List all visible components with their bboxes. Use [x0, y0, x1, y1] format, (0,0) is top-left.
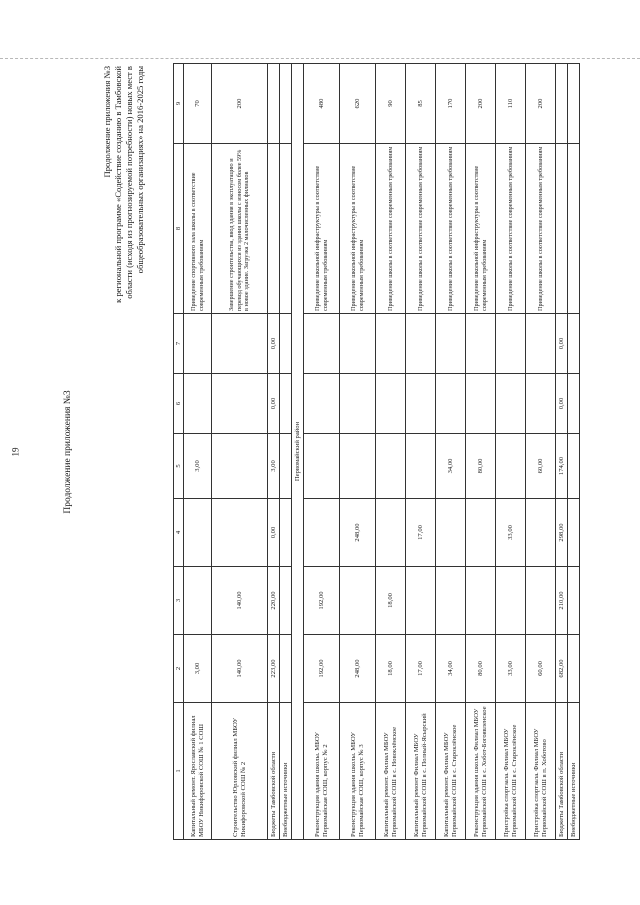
header-cell: 2: [174, 635, 184, 703]
header-cell: 5: [174, 434, 184, 499]
table-row: [268, 64, 280, 840]
funding-cell: 60,00: [526, 434, 556, 499]
funding-cell: [212, 499, 268, 567]
object-name-cell: Капитальный ремонт Филиал МБОУ Первомайской СОШ в с. Полный-Ясырский: [406, 703, 436, 840]
funding-cell: [340, 314, 376, 374]
result-description-cell: Приведение школы в соответствие современным требованиям: [526, 144, 556, 314]
new-places-cell: 480: [304, 64, 340, 144]
table-row: [304, 64, 340, 840]
district-name-cell: Первомайский район: [292, 64, 304, 840]
new-places-cell: 620: [340, 64, 376, 144]
new-places-cell: [568, 64, 580, 144]
new-places-cell: [268, 64, 280, 144]
result-description-cell: [556, 144, 568, 314]
funding-cell: [436, 567, 466, 635]
funding-cell: [406, 567, 436, 635]
table-row: [556, 64, 568, 840]
header-cell: 4: [174, 499, 184, 567]
new-places-cell: 200: [526, 64, 556, 144]
result-description-cell: Приведение школы в соответствие современным требованиям: [436, 144, 466, 314]
continuation-heading: Продолжение приложения №3: [63, 390, 73, 514]
table-row: [292, 64, 304, 840]
object-name-cell: Капитальный ремонт. Филиал МБОУ Первомайской СОШ в с. Новоклёнское: [376, 703, 406, 840]
new-places-cell: [556, 64, 568, 144]
funding-cell: 192,00: [304, 635, 340, 703]
table-row: [376, 64, 406, 840]
funding-cell: [568, 374, 580, 434]
result-description-cell: Приведение спортивного зала школы в соответствие современным требованиям: [184, 144, 212, 314]
funding-cell: 210,00: [556, 567, 568, 635]
funding-cell: [304, 499, 340, 567]
header-cell: 3: [174, 567, 184, 635]
funding-cell: [526, 374, 556, 434]
funding-cell: [212, 314, 268, 374]
page-number: 19: [10, 447, 21, 457]
table-row: [184, 64, 212, 840]
funding-cell: 0,00: [556, 314, 568, 374]
object-name-cell: Строительство Юрловский филиал МБОУ Никифоровской СОШ № 2: [212, 703, 268, 840]
funding-cell: 60,00: [526, 635, 556, 703]
table-row: [496, 64, 526, 840]
funding-cell: [406, 314, 436, 374]
funding-cell: 33,00: [496, 499, 526, 567]
new-places-cell: 200: [466, 64, 496, 144]
funding-cell: [568, 314, 580, 374]
funding-cell: [496, 567, 526, 635]
funding-cell: 298,00: [556, 499, 568, 567]
result-description-cell: [280, 144, 292, 314]
funding-cell: [466, 499, 496, 567]
funding-cell: [304, 314, 340, 374]
funding-cell: [184, 567, 212, 635]
funding-cell: [466, 567, 496, 635]
funding-cell: 223,00: [268, 635, 280, 703]
funding-cell: [376, 374, 406, 434]
funding-cell: [568, 434, 580, 499]
object-name-cell: Внебюджетные источники: [568, 703, 580, 840]
funding-cell: 3,00: [184, 635, 212, 703]
rotated-page-content: [55, 62, 585, 842]
funding-cell: [526, 499, 556, 567]
result-description-cell: Приведение школьной инфраструктуры в соответствие современным требованиям: [304, 144, 340, 314]
result-description-cell: Приведение школьной инфраструктуры в соответствие современным требованиям: [466, 144, 496, 314]
funding-cell: 0,00: [268, 374, 280, 434]
funding-cell: [406, 434, 436, 499]
result-description-cell: Завершение строительства, ввод здания в эксплуатацию и перевод обучающихся из здания школы с износом более 59% в новое здание. Загрузка 2 малочисленных филиалов: [212, 144, 268, 314]
appendix-line-1: Продолжение приложения №3: [102, 66, 112, 178]
table-row: [436, 64, 466, 840]
table-row: [568, 64, 580, 840]
funding-cell: [568, 567, 580, 635]
object-name-cell: Капитальный ремонт. Ярославский филиал МБОУ Никифоровской СОШ № 1 СОШ: [184, 703, 212, 840]
appendix-line-3: области (исходя из прогнозируемой потребности) новых мест в: [124, 66, 134, 299]
funding-cell: [568, 499, 580, 567]
funding-cell: 34,00: [436, 635, 466, 703]
funding-cell: [184, 314, 212, 374]
table-row: [526, 64, 556, 840]
program-table: [173, 63, 580, 840]
header-row: [174, 64, 184, 840]
result-description-cell: Приведение школы в соответствие современным требованиям: [406, 144, 436, 314]
funding-cell: [526, 567, 556, 635]
funding-cell: [466, 314, 496, 374]
new-places-cell: 85: [406, 64, 436, 144]
new-places-cell: 170: [436, 64, 466, 144]
header-cell: 7: [174, 314, 184, 374]
result-description-cell: [568, 144, 580, 314]
table-row: [406, 64, 436, 840]
funding-cell: [496, 434, 526, 499]
object-name-cell: Пристройка спортзала. Филиал МБОУ Первомайской СОШ в п. Хоботово: [526, 703, 556, 840]
result-description-cell: [268, 144, 280, 314]
object-name-cell: Пристройка спортзала. Филиал МБОУ Первомайской СОШ в с. Староклёнское: [496, 703, 526, 840]
funding-cell: [496, 314, 526, 374]
funding-cell: 682,00: [556, 635, 568, 703]
funding-cell: 3,00: [268, 434, 280, 499]
funding-cell: [304, 374, 340, 434]
header-cell: 9: [174, 64, 184, 144]
funding-cell: 220,00: [268, 567, 280, 635]
result-description-cell: Приведение школьной инфраструктуры в соответствие современным требованиям: [340, 144, 376, 314]
funding-cell: [304, 434, 340, 499]
header-cell: 8: [174, 144, 184, 314]
funding-cell: 17,00: [406, 499, 436, 567]
funding-cell: [436, 374, 466, 434]
table-row: [280, 64, 292, 840]
funding-cell: [280, 374, 292, 434]
funding-cell: [376, 314, 406, 374]
funding-cell: 18,00: [376, 567, 406, 635]
object-name-cell: Реконструкция здания школы. МБОУ Первомайская СОШ, корпус № 3: [340, 703, 376, 840]
funding-cell: [406, 374, 436, 434]
new-places-cell: 70: [184, 64, 212, 144]
funding-cell: [184, 499, 212, 567]
funding-cell: 80,00: [466, 635, 496, 703]
object-name-cell: Реконструкция здания школы. МБОУ Первомайская СОШ, корпус № 2: [304, 703, 340, 840]
funding-cell: [212, 374, 268, 434]
funding-cell: [280, 567, 292, 635]
funding-cell: [280, 434, 292, 499]
new-places-cell: 90: [376, 64, 406, 144]
funding-cell: 0,00: [268, 499, 280, 567]
funding-cell: [466, 374, 496, 434]
table-row: [466, 64, 496, 840]
table-row: [340, 64, 376, 840]
funding-cell: 0,00: [556, 374, 568, 434]
funding-cell: 248,00: [340, 499, 376, 567]
new-places-cell: 200: [212, 64, 268, 144]
funding-cell: [496, 374, 526, 434]
appendix-line-2: к региональной программе «Содействие созданию в Тамбовской: [113, 66, 123, 303]
funding-cell: 192,00: [304, 567, 340, 635]
funding-cell: 3,00: [184, 434, 212, 499]
funding-cell: 34,00: [436, 434, 466, 499]
appendix-header: [102, 62, 146, 842]
result-description-cell: Приведение школы в соответствие современным требованиям: [496, 144, 526, 314]
object-name-cell: Бюджеты Тамбовской области: [556, 703, 568, 840]
funding-cell: [436, 314, 466, 374]
new-places-cell: 110: [496, 64, 526, 144]
funding-cell: [376, 434, 406, 499]
object-name-cell: Бюджеты Тамбовской области: [268, 703, 280, 840]
funding-cell: [280, 314, 292, 374]
object-name-cell: Капитальный ремонт. Филиал МБОУ Первомайской СОШ в с. Староклёнское: [436, 703, 466, 840]
funding-cell: 80,00: [466, 434, 496, 499]
funding-cell: 0,00: [268, 314, 280, 374]
funding-cell: [280, 499, 292, 567]
funding-cell: [280, 635, 292, 703]
funding-cell: [376, 499, 406, 567]
scan-dashed-edge: [0, 58, 640, 59]
funding-cell: [568, 635, 580, 703]
funding-cell: 33,00: [496, 635, 526, 703]
funding-cell: 248,00: [340, 635, 376, 703]
result-description-cell: Приведение школы в соответствие современным требованиям: [376, 144, 406, 314]
header-cell: 1: [174, 703, 184, 840]
funding-cell: 174,00: [556, 434, 568, 499]
funding-cell: [340, 567, 376, 635]
funding-cell: 140,00: [212, 635, 268, 703]
funding-cell: 17,00: [406, 635, 436, 703]
header-cell: 6: [174, 374, 184, 434]
object-name-cell: Реконструкция здания школы. Филиал МБОУ Первомайской СОШ в с. Хобот-Богоявленское: [466, 703, 496, 840]
funding-cell: 140,00: [212, 567, 268, 635]
funding-cell: [340, 374, 376, 434]
funding-cell: [340, 434, 376, 499]
funding-cell: [184, 374, 212, 434]
object-name-cell: Внебюджетные источники: [280, 703, 292, 840]
funding-cell: [212, 434, 268, 499]
new-places-cell: [280, 64, 292, 144]
funding-cell: [436, 499, 466, 567]
table-row: [212, 64, 268, 840]
funding-cell: 18,00: [376, 635, 406, 703]
funding-cell: [526, 314, 556, 374]
appendix-line-4: общеобразовательных организациях» на 2016-2025 годы: [135, 66, 145, 274]
